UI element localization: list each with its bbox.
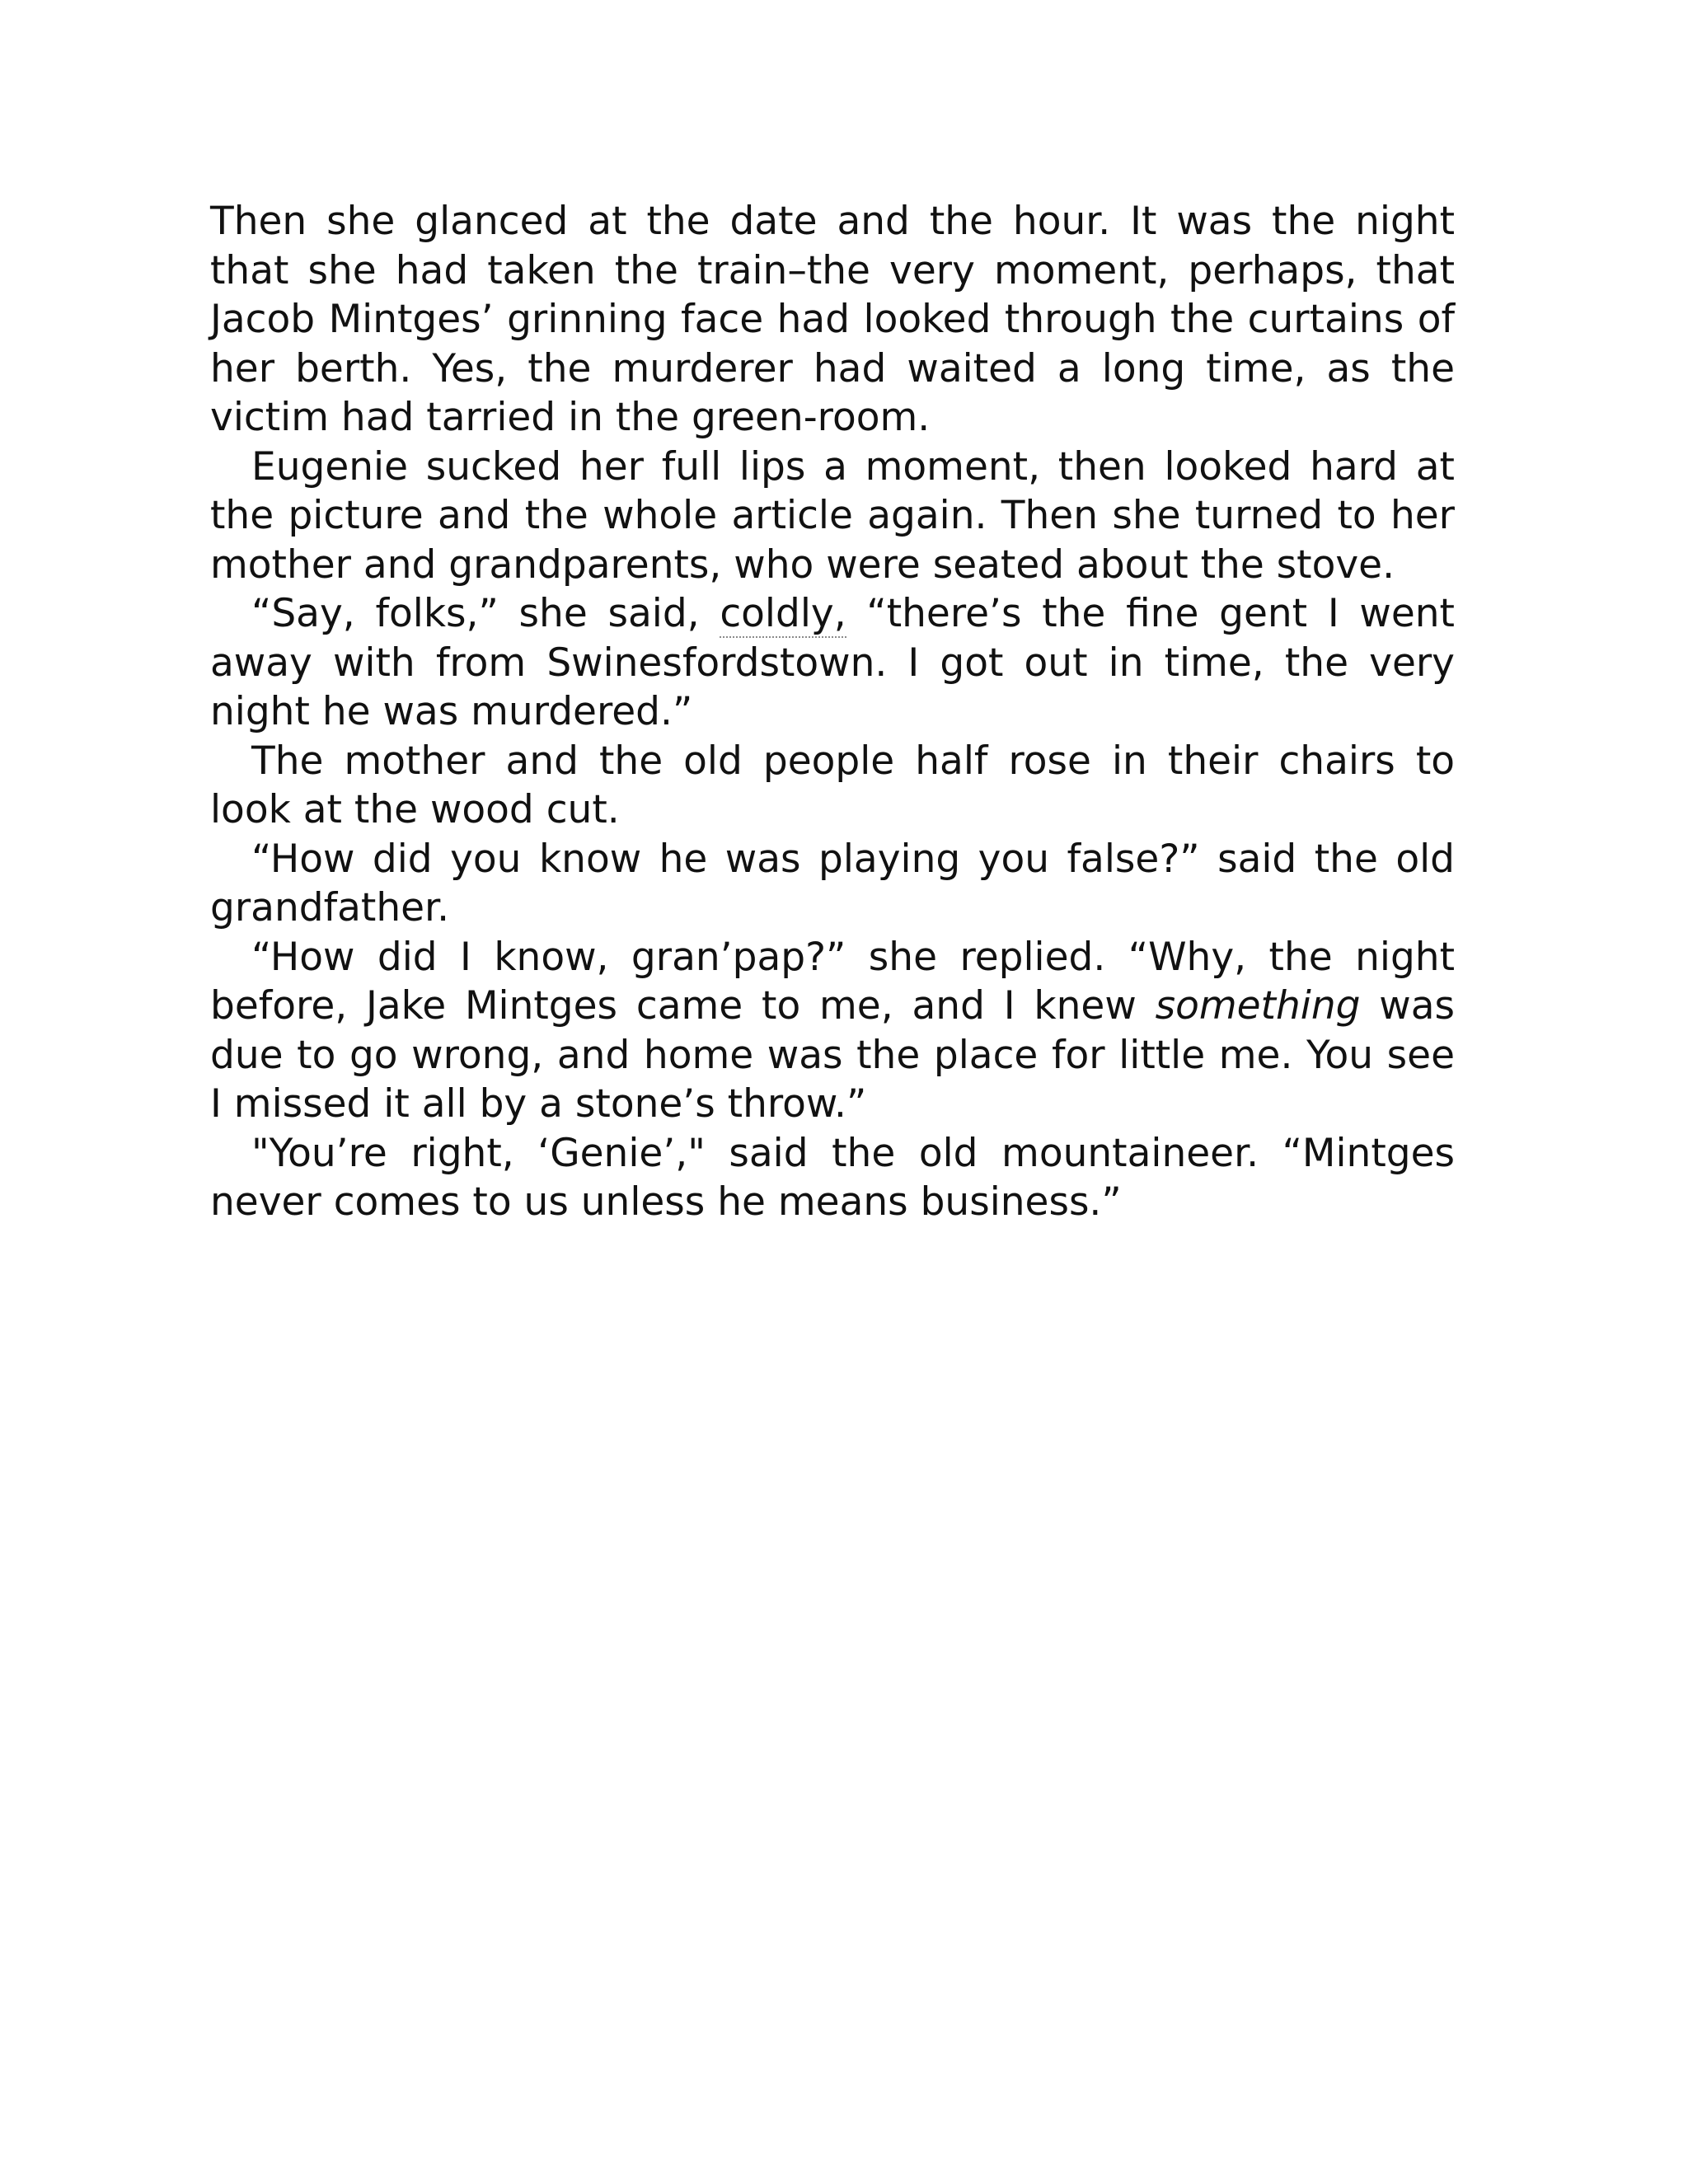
paragraph-4: The mother and the old people half rose in their chairs to look at the wood cut. [210,738,1455,832]
body-text [210,197,1455,1227]
paragraph-7: "You’re right, ‘Genie’," said the old mountaineer. “Mintges never comes to us unless he means business.” [210,1130,1455,1225]
paragraph-3-start: “Say, folks,” she said, [251,591,720,636]
annotated-word-coldly[interactable]: coldly, [720,591,846,636]
paragraph-6-start: “How did I know, gran’pap?” she replied. “Why, the night before, Jake Mintges came to me, and I knew [210,934,1455,1029]
paragraph-3-end: “there’s the fine gent I went away with from Swinesfordstown. I got out in time, the very night he was murdered.” [210,591,1455,734]
paragraph-2: Eugenie sucked her full lips a moment, then looked hard at the picture and the whole article again. Then she turned to her mother and grandparents, who were seated about the stove. [210,443,1455,588]
paragraph-3 [210,589,1455,737]
paragraph-5: “How did you know he was playing you false?” said the old grandfather. [210,836,1455,930]
paragraph-1: Then she glanced at the date and the hour. It was the night that she had taken the train–the very moment, perhaps, that Jacob Mintges’ grinning face had looked through the curtains of her berth. Yes, the murderer had waited a long time, as the victim had tarried in the green-room. [210,199,1455,440]
paragraph-6-end: was due to go wrong, and home was the place for little me. You see I missed it all by a stone’s throw.” [210,983,1456,1127]
paragraph-6 [210,933,1455,1129]
emphasized-word-something: something [1155,983,1361,1029]
